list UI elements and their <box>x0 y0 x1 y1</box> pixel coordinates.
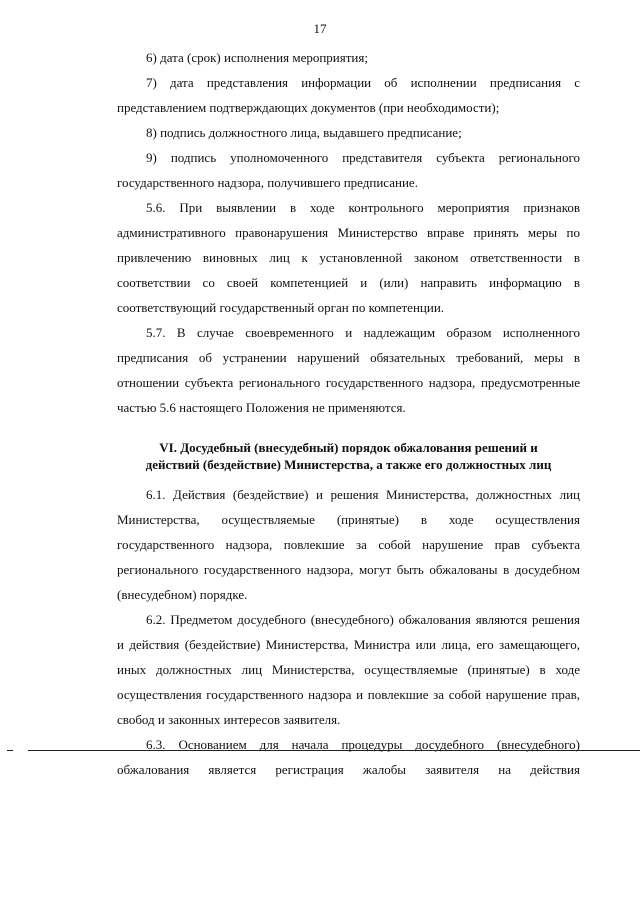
paragraph-6-2: 6.2. Предметом досудебного (внесудебного) обжалования являются решения и действия (бездействие) Министерства, Министра или лица, его замещающего, иных должностных лиц Министерства, осуществляемые (принятые) в ходе осуществления государственного надзора и повлекшие за собой нарушение прав, свобод и законных интересов заявителя. <box>117 612 580 727</box>
paragraph-item-7: 7) дата представления информации об исполнении предписания с представлением подтверждающих документов (при необходимости); <box>117 75 580 115</box>
section-heading <box>117 420 580 482</box>
page-number: 17 <box>313 21 327 36</box>
margin-tick-mark <box>7 750 13 751</box>
section-heading-line-1: VI. Досудебный (внесудебный) порядок обжалования решений и <box>159 440 538 455</box>
paragraph-item-8: 8) подпись должностного лица, выдавшего предписание; <box>146 125 462 140</box>
paragraph-6-1: 6.1. Действия (бездействие) и решения Министерства, должностных лиц Министерства, осуществляемые (принятые) в ходе осуществления государственного надзора, повлекшие за собой нарушение прав субъекта регионального государственного надзора, могут быть обжалованы в досудебном (внесудебном) порядке. <box>117 487 580 602</box>
paragraph-item-9: 9) подпись уполномоченного представителя субъекта регионального государственного надзора, получившего предписание. <box>117 150 580 190</box>
section-heading-line-2: действий (бездействие) Министерства, а также его должностных лиц <box>145 457 552 472</box>
paragraph-item-6: 6) дата (срок) исполнения мероприятия; <box>146 50 368 65</box>
paragraph-6-3: 6.3. Основанием для начала процедуры досудебного (внесудебного) обжалования является регистрация жалобы заявителя на действия <box>117 737 580 777</box>
document-body <box>117 45 580 782</box>
horizontal-rule <box>28 750 640 751</box>
paragraph-5-6: 5.6. При выявлении в ходе контрольного мероприятия признаков административного правонарушения Министерство вправе принять меры по привлечению виновных лиц к установленной законом ответственности в соответствии со своей компетенцией и (или) направить информацию в соответствующий государственный орган по компетенции. <box>117 200 580 315</box>
paragraph-5-7: 5.7. В случае своевременного и надлежащим образом исполненного предписания об устранении нарушений обязательных требований, меры в отношении субъекта регионального государственного надзора, предусмотренные частью 5.6 настоящего Положения не применяются. <box>117 325 580 415</box>
